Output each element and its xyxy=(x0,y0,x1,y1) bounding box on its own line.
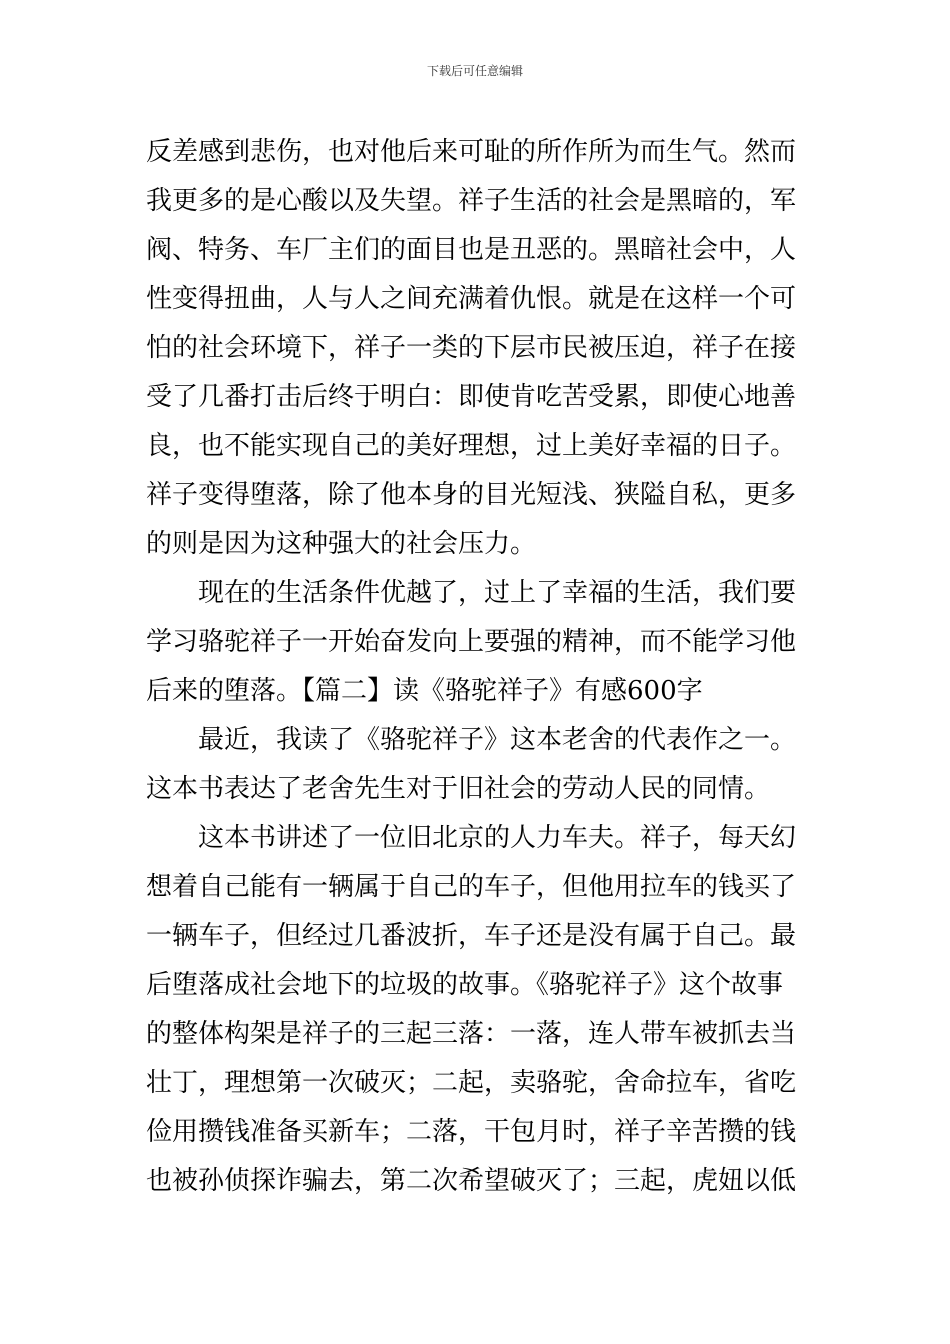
text-line: 最近，我读了《骆驼祥子》这本老舍的代表作之一。 xyxy=(146,725,797,755)
text-line: 怕的社会环境下，祥子一类的下层市民被压迫，祥子在接 xyxy=(146,333,797,363)
text-line: 也被孙侦探诈骗去，第二次希望破灭了；三起，虎妞以低 xyxy=(146,1166,797,1196)
text-line: 一辆车子，但经过几番波折，车子还是没有属于自己。最 xyxy=(146,921,797,951)
text-line: 后来的堕落。【篇二】读《骆驼祥子》有感600字 xyxy=(146,676,703,706)
text-line: 这本书讲述了一位旧北京的人力车夫。祥子，每天幻 xyxy=(146,823,797,853)
text-line: 的整体构架是祥子的三起三落：一落，连人带车被抓去当 xyxy=(146,1019,797,1049)
text-line: 性变得扭曲，人与人之间充满着仇恨。就是在这样一个可 xyxy=(146,284,797,314)
text-line: 祥子变得堕落，除了他本身的目光短浅、狭隘自私，更多 xyxy=(146,480,797,510)
text-line: 反差感到悲伤，也对他后来可耻的所作所为而生气。然而 xyxy=(146,137,797,167)
text-line: 想着自己能有一辆属于自己的车子，但他用拉车的钱买了 xyxy=(146,872,797,902)
page-header: 下载后可任意编辑 xyxy=(426,64,523,78)
text-line: 这本书表达了老舍先生对于旧社会的劳动人民的同情。 xyxy=(146,774,771,804)
text-line: 现在的生活条件优越了，过上了幸福的生活，我们要 xyxy=(146,578,797,608)
text-line: 壮丁，理想第一次破灭；二起，卖骆驼，舍命拉车，省吃 xyxy=(146,1068,797,1098)
text-line: 我更多的是心酸以及失望。祥子生活的社会是黑暗的，军 xyxy=(146,186,797,216)
text-line: 阀、特务、车厂主们的面目也是丑恶的。黑暗社会中，人 xyxy=(146,235,797,265)
text-line: 学习骆驼祥子一开始奋发向上要强的精神，而不能学习他 xyxy=(146,627,797,657)
text-line: 良，也不能实现自己的美好理想，过上美好幸福的日子。 xyxy=(146,431,797,461)
text-line: 的则是因为这种强大的社会压力。 xyxy=(146,529,537,559)
text-line: 后堕落成社会地下的垃圾的故事。《骆驼祥子》这个故事 xyxy=(146,970,784,1000)
text-line: 受了几番打击后终于明白：即使肯吃苦受累，即使心地善 xyxy=(146,382,797,412)
body-text xyxy=(146,128,808,1206)
text-line: 俭用攒钱准备买新车；二落，干包月时，祥子辛苦攒的钱 xyxy=(146,1117,797,1147)
